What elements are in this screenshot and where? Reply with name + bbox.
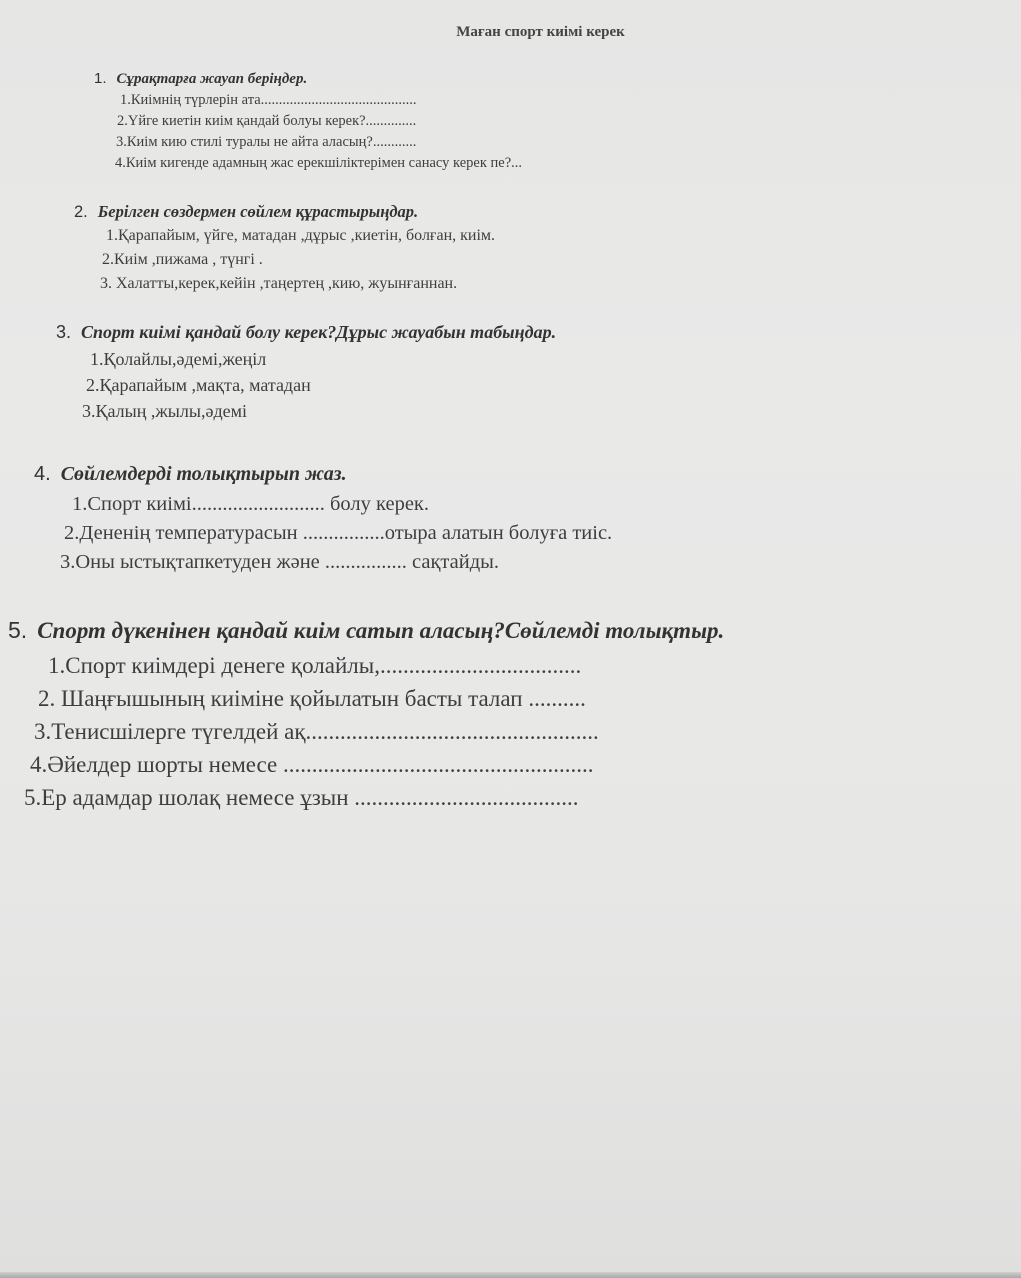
section-heading-text: Спорт киімі қандай болу керек?Дұрыс жауабын табыңдар. xyxy=(81,322,557,342)
section-5 xyxy=(8,612,724,814)
section-heading-text: Сұрақтарға жауап беріңдер. xyxy=(116,71,308,87)
page-bottom-edge xyxy=(0,1272,1021,1278)
section-heading-text: Сөйлемдерді толықтырып жаз. xyxy=(60,463,347,485)
section-1 xyxy=(94,68,522,174)
question-item: 1.Спорт киімдері денеге қолайлы,................................... xyxy=(48,653,582,678)
question-item: 3.Тенисшілерге түгелдей ақ................................................... xyxy=(34,719,599,744)
question-item: 2.Киім ,пижама , түнгі . xyxy=(102,251,263,268)
question-item: 1.Қолайлы,әдемі,жеңіл xyxy=(90,349,267,369)
question-item: 3.Қалың ,жылы,әдемі xyxy=(82,401,247,421)
question-item: 4.Киім кигенде адамның жас ерекшіліктерімен санасу керек пе?... xyxy=(115,155,523,171)
question-item: 1.Киімнің түрлерін ата........................................... xyxy=(120,92,417,108)
question-item: 4.Әйелдер шорты немесе ...................................................... xyxy=(30,752,594,777)
section-number: 3. xyxy=(56,322,72,342)
section-number: 4. xyxy=(34,463,51,485)
section-2 xyxy=(74,200,495,296)
question-item: 3.Оны ыстықтапкетуден және ................ сақтайды. xyxy=(60,551,500,573)
section-number: 2. xyxy=(74,203,88,221)
question-item: 2. Шаңғышының киіміне қойылатын басты талап .......... xyxy=(38,686,586,711)
question-item: 2.Үйге киетін киім қандай болуы керек?.............. xyxy=(117,113,417,129)
question-item: 5.Ер адамдар шолақ немесе ұзын ....................................... xyxy=(24,785,579,810)
section-heading xyxy=(94,68,522,90)
section-number: 5. xyxy=(8,617,28,643)
section-3 xyxy=(56,318,556,424)
section-number: 1. xyxy=(94,70,107,87)
question-item: 2.Дененің температурасын ................отыра алатын болуға тиіс. xyxy=(64,522,613,544)
section-heading xyxy=(56,318,556,346)
section-heading-text: Берілген сөздермен сөйлем құрастырыңдар. xyxy=(97,202,419,221)
question-item: 3. Халатты,керек,кейін ,таңертең ,кию, жуынғаннан. xyxy=(100,275,458,292)
section-heading xyxy=(34,458,612,490)
section-heading-text: Спорт дүкенінен қандай киім сатып аласың?Сөйлемді толықтыр. xyxy=(37,618,725,643)
question-item: 2.Қарапайым ,мақта, матадан xyxy=(86,375,311,395)
section-heading xyxy=(74,200,495,224)
section-heading xyxy=(8,612,724,649)
question-item: 3.Киім кию стилі туралы не айта аласың?............ xyxy=(116,134,417,150)
question-item: 1.Қарапайым, үйге, матадан ,дұрыс ,киетін, болған, киім. xyxy=(106,227,496,244)
worksheet-title: Маған спорт киімі керек xyxy=(456,24,625,40)
question-item: 1.Спорт киімі.......................... болу керек. xyxy=(72,493,429,515)
section-4 xyxy=(34,458,612,577)
